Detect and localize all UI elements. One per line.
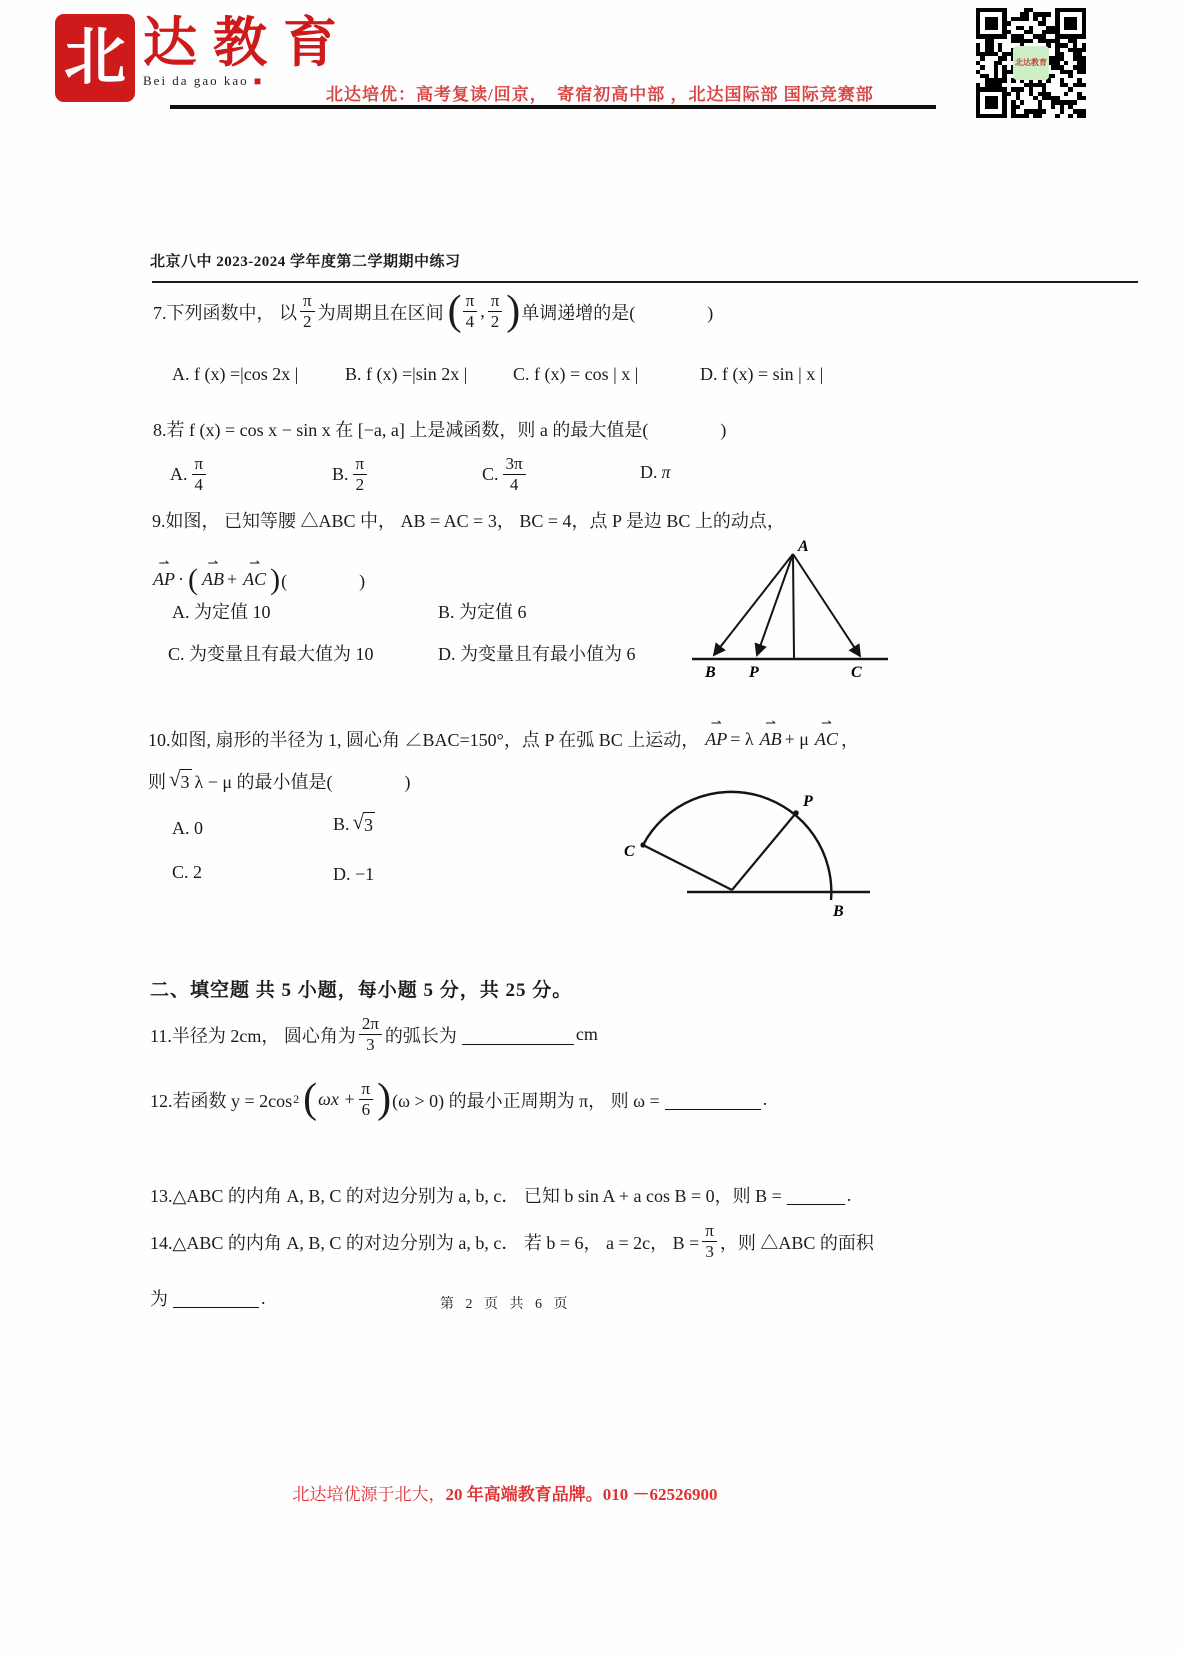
left-paren: ( bbox=[188, 563, 198, 596]
question-9-expression: ⇀ AP · ( ⇀ AB + ⇀ AC ) ( ) bbox=[150, 552, 368, 593]
question-9-stem: 9.如图， 已知等腰 △ABC 中， AB = AC = 3， BC = 4，点 P 是边 BC 上的动点， bbox=[152, 511, 785, 531]
fraction: $\frac{\pi}{4}$ bbox=[192, 455, 207, 495]
question-8-option-a: A. $\frac{\pi}{4}$ bbox=[170, 455, 210, 495]
triangle-label-c: C bbox=[851, 664, 862, 681]
question-7-option-d: D. f (x) = sin | x | bbox=[700, 364, 824, 384]
question-9-option-c: C. 为变量且有最大值为 10 bbox=[168, 644, 374, 664]
red-square-icon: ■ bbox=[253, 74, 264, 89]
qr-center-badge: 北达教育 bbox=[1013, 46, 1049, 80]
exponent: 2 bbox=[293, 1092, 300, 1107]
vector-ac: ⇀ AC bbox=[815, 729, 838, 750]
fraction: $\frac{2\pi}{3}$ bbox=[359, 1015, 382, 1055]
question-9-option-d: D. 为变量且有最小值为 6 bbox=[438, 644, 636, 664]
question-14: 14.△ABC 的内角 A, B, C 的对边分别为 a, b, c． 若 b = 6， a = 2c， B = $\frac{\pi}{3}$ ，则 △ABC 的面积 bbox=[150, 1221, 874, 1262]
question-10-option-a: A. 0 bbox=[172, 818, 203, 838]
right-paren: ) bbox=[506, 287, 521, 334]
page-number: 第 2 页 共 6 页 bbox=[440, 1297, 572, 1312]
question-9-option-a: A. 为定值 10 bbox=[172, 602, 271, 622]
phone-number: 010 －62526900 bbox=[602, 1485, 718, 1504]
answer-blank bbox=[462, 1025, 574, 1045]
question-11: 11.半径为 2cm， 圆心角为 $\frac{2\pi}{3}$ 的弧长为 cm bbox=[150, 1014, 598, 1055]
question-7-option-c: C. f (x) = cos | x | bbox=[513, 364, 639, 384]
question-12: 12.若函数 y = 2cos 2 ( ωx + $\frac{\pi}{6}$ ) (ω > 0) 的最小正周期为 π， 则 ω = . bbox=[150, 1075, 768, 1122]
question-10-option-b: B. √ 3 bbox=[333, 810, 374, 835]
question-7-option-b: B. f (x) =|sin 2x | bbox=[345, 364, 468, 384]
left-paren: ( bbox=[447, 287, 462, 334]
radical: √ 3 bbox=[352, 810, 374, 835]
page-title: 北京八中 2023-2024 学年度第二学期期中练习 bbox=[150, 254, 461, 270]
question-13: 13.△ABC 的内角 A, B, C 的对边分别为 a, b, c． 已知 b sin A + a cos B = 0，则 B = . bbox=[150, 1184, 852, 1206]
sector-label-b: B bbox=[833, 903, 844, 920]
brand-logo bbox=[55, 14, 353, 102]
question-10-option-c: C. 2 bbox=[172, 862, 203, 882]
vector-ab: ⇀ AB bbox=[202, 569, 224, 590]
question-8-option-d: D. π bbox=[640, 462, 671, 482]
answer-blank bbox=[787, 1185, 845, 1205]
brand-seal-icon bbox=[55, 14, 135, 102]
seal-character: 北 bbox=[63, 24, 126, 92]
header-divider bbox=[170, 105, 936, 109]
vector-ap: ⇀ AP bbox=[153, 569, 175, 590]
left-paren: ( bbox=[303, 1075, 318, 1122]
fraction: $\frac{\pi}{6}$ bbox=[359, 1080, 374, 1120]
vector-ab: ⇀ AB bbox=[760, 729, 782, 750]
question-9-triangle-figure bbox=[688, 538, 892, 682]
triangle-label-b: B bbox=[705, 664, 716, 681]
triangle-label-a: A bbox=[798, 538, 809, 555]
vector-ap: ⇀ AP bbox=[705, 729, 727, 750]
brand-title: 达教育 bbox=[143, 13, 353, 73]
header-slogan: 北达培优：高考复读/回京， 寄宿初高中部 ，北达国际部 国际竞赛部 bbox=[326, 85, 874, 104]
fraction: $\frac{\pi}{2}$ bbox=[488, 292, 503, 332]
sector-label-c: C bbox=[624, 843, 635, 860]
triangle-label-p: P bbox=[749, 664, 759, 681]
question-7-stem: 7.下列函数中， 以 $\frac{\pi}{2}$ 为周期且在区间 ( $\frac{\pi}{4}$ , $\frac{\pi}{2}$ ) 单调递增的是( ) bbox=[153, 287, 714, 334]
question-10-sector-figure bbox=[612, 780, 882, 922]
question-9-option-b: B. 为定值 6 bbox=[438, 602, 527, 622]
vector-ac: ⇀ AC bbox=[243, 569, 266, 590]
right-paren: ) bbox=[270, 563, 281, 596]
question-7-option-a: A. f (x) =|cos 2x | bbox=[172, 364, 299, 384]
question-10-option-d: D. −1 bbox=[333, 864, 375, 884]
fraction: $\frac{\pi}{2}$ bbox=[300, 292, 315, 332]
right-paren: ) bbox=[377, 1075, 392, 1122]
bottom-brand-note: 北达培优源于北大，20 年高端教育品牌。010 －62526900 bbox=[292, 1485, 718, 1504]
radical: √ 3 bbox=[169, 767, 190, 792]
fraction: $\frac{\pi}{2}$ bbox=[353, 455, 368, 495]
section-2-heading: 二、填空题 共 5 小题，每小题 5 分，共 25 分。 bbox=[150, 980, 573, 1001]
qr-code bbox=[976, 8, 1086, 118]
question-10-stem: 10.如图, 扇形的半径为 1, 圆心角 ∠BAC=150°，点 P 在弧 BC 上运动， ⇀ AP = λ ⇀ AB + μ ⇀ AC ， bbox=[148, 712, 862, 752]
fraction: $\frac{3\pi}{4}$ bbox=[503, 455, 526, 495]
brand-logo-text bbox=[143, 14, 353, 89]
question-14-line2: 为 . bbox=[150, 1287, 266, 1309]
question-10-line2: 则 √ 3 λ − μ 的最小值是( ) bbox=[148, 767, 411, 792]
answer-blank bbox=[173, 1288, 259, 1308]
sector-label-p: P bbox=[803, 793, 813, 810]
answer-blank bbox=[665, 1090, 761, 1110]
question-8-stem: 8.若 f (x) = cos x − sin x 在 [−a, a] 上是减函数，则 a 的最大值是( ) bbox=[153, 420, 727, 440]
brand-subtitle: Bei da gao kao ■ bbox=[143, 73, 264, 89]
question-8-option-b: B. $\frac{\pi}{2}$ bbox=[332, 455, 371, 495]
question-8-option-c: C. $\frac{3\pi}{4}$ bbox=[482, 455, 530, 495]
fraction: $\frac{\pi}{3}$ bbox=[702, 1222, 717, 1262]
fraction: $\frac{\pi}{4}$ bbox=[463, 292, 478, 332]
title-underline bbox=[152, 281, 1138, 283]
